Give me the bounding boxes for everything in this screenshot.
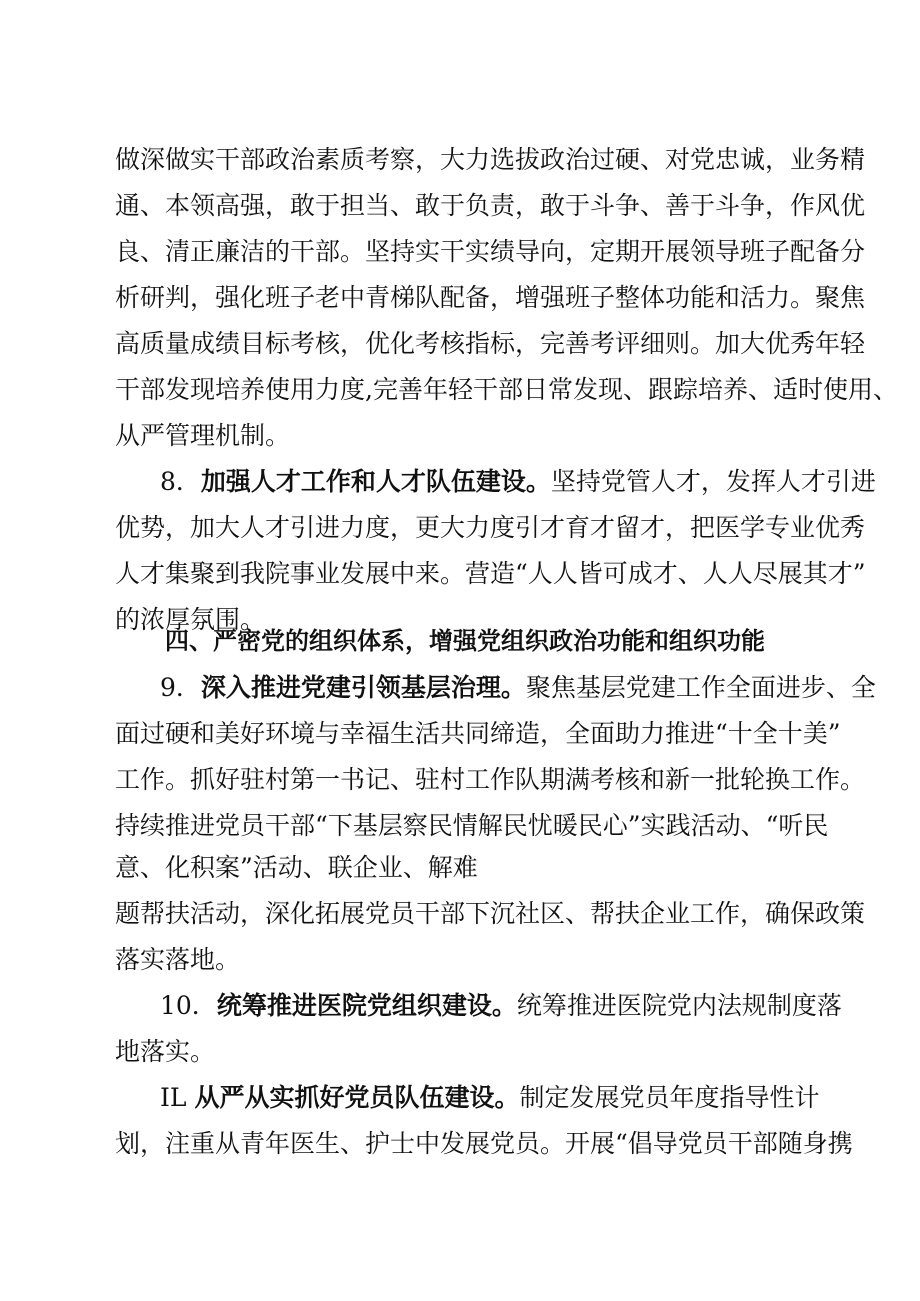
item-10-title: 统筹推进医院党组织建设。 [216, 991, 517, 1020]
paragraph-line: 人才集聚到我院事业发展中来。营造“人人皆可成才、人人尽展其才” [115, 559, 866, 588]
item-8-number: 8． [160, 467, 201, 496]
paragraph-line: 地落实。 [115, 1037, 216, 1066]
item-9-text: 聚焦基层党建工作全面进步、全 [525, 673, 876, 702]
item-9-number: 9． [160, 673, 201, 702]
paragraph-line: 通、本领高强，敢于担当、敢于负责，敢于斗争、善于斗争，作风优 [115, 191, 866, 220]
item-8-first-line [160, 458, 876, 505]
paragraph-line: 做深做实干部政治素质考察，大力选拔政治过硬、对党忠诚，业务精 [115, 145, 866, 174]
item-8-title: 加强人才工作和人才队伍建设。 [200, 467, 551, 496]
item-11-number: IL [160, 1083, 187, 1112]
paragraph-line: 面过硬和美好环境与幸福生活共同缔造，全面助力推进“十全十美” [115, 719, 841, 748]
section-heading: 四、严密党的组织体系，增强党组织政治功能和组织功能 [165, 627, 765, 655]
paragraph-line: 从严管理机制。 [115, 421, 291, 450]
paragraph-line: 高质量成绩目标考核，优化考核指标，完善考评细则。加大优秀年轻 [115, 329, 866, 358]
item-9-first-line [160, 664, 876, 711]
paragraph-line: 的浓厚氛围。 [115, 605, 266, 634]
paragraph-line: 析研判，强化班子老中青梯队配备，增强班子整体功能和活力。聚焦 [115, 283, 866, 312]
paragraph-line: 落实落地。 [115, 945, 241, 974]
paragraph-line: 持续推进党员干部“下基层察民情解民忧暖民心”实践活动、“听民 [115, 811, 829, 840]
paragraph-line: 意、化积案”活动、联企业、解难 [115, 853, 478, 882]
item-11-title: 从严从实抓好党员队伍建设。 [194, 1083, 520, 1112]
item-10-text: 统筹推进医院党内法规制度落 [516, 991, 842, 1020]
paragraph-line: 良、清正廉洁的干部。坚持实干实绩导向，定期开展领导班子配备分 [115, 237, 866, 266]
paragraph-line: 优势，加大人才引进力度，更大力度引才育才留才，把医学专业优秀 [115, 513, 866, 542]
item-11-text: 制定发展党员年度指导性计 [519, 1083, 820, 1112]
item-9-title: 深入推进党建引领基层治理。 [200, 673, 526, 702]
paragraph-line: 划，注重从青年医生、护士中发展党员。开展“倡导党员干部随身携 [115, 1129, 853, 1158]
paragraph-line: 题帮扶活动，深化拓展党员干部下沉社区、帮扶企业工作，确保政策 [115, 899, 866, 928]
paragraph-line: 工作。抓好驻村第一书记、驻村工作队期满考核和新一批轮换工作。 [115, 765, 866, 794]
item-10-first-line [160, 982, 842, 1029]
item-10-number: 10． [160, 991, 217, 1020]
paragraph-line: 干部发现培养使用力度,完善年轻干部日常发现、跟踪培养、适时使用、 [115, 375, 898, 404]
item-8-text: 坚持党管人才，发挥人才引进 [550, 467, 876, 496]
item-11-first-line [160, 1074, 820, 1121]
